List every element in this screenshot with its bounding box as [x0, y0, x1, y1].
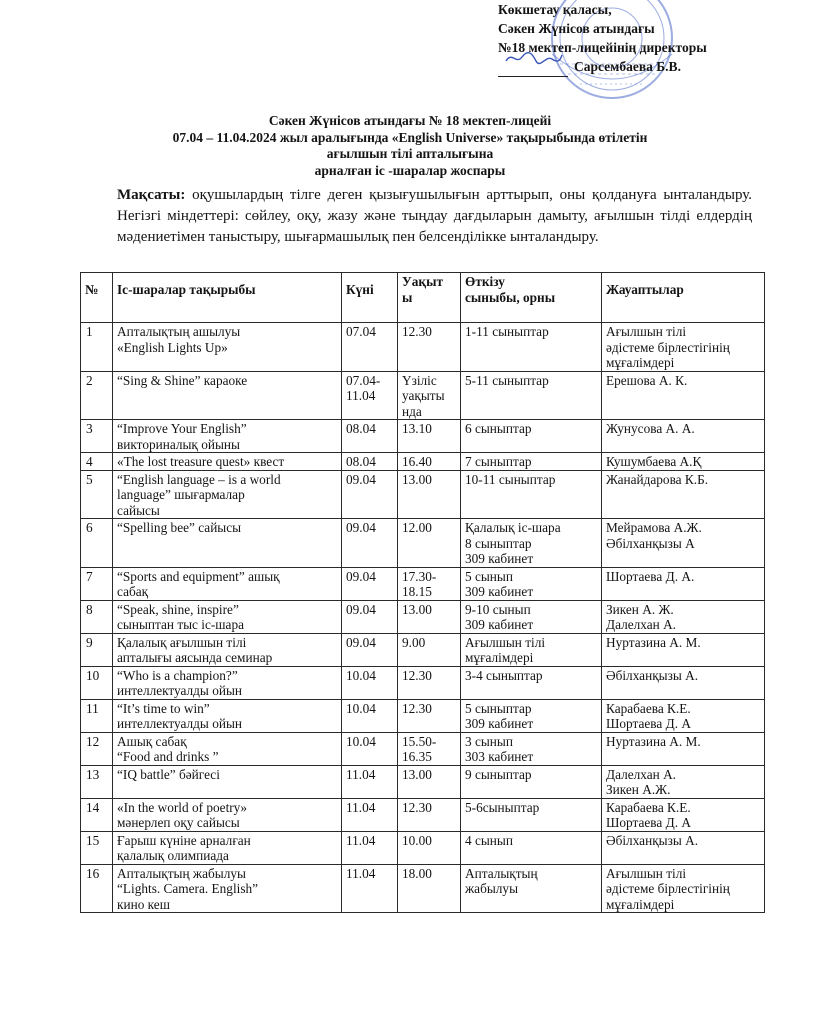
cell-time-line: 13.00	[402, 601, 432, 617]
cell-number: 7	[81, 567, 113, 600]
cell-responsible	[602, 567, 765, 600]
cell-topic	[113, 732, 342, 765]
cell-responsible-line: Шортаева Д. А.	[606, 568, 695, 584]
cell-number: 11	[81, 699, 113, 732]
cell-place-line: жабылуы	[465, 881, 519, 896]
cell-topic	[113, 420, 342, 453]
cell-date-line: 11.04	[346, 799, 376, 815]
cell-place	[461, 600, 602, 633]
cell-topic-line: «The lost treasure quest» квест	[117, 454, 285, 469]
cell-place-line: 9-10 сынып	[465, 601, 531, 617]
cell-responsible-line: Далелхан А.	[606, 766, 677, 782]
cell-time	[398, 371, 461, 420]
header-time-line: ы	[402, 289, 413, 305]
cell-time-line: 13.00	[402, 766, 432, 782]
cell-time	[398, 453, 461, 471]
cell-time-line: 12.30	[402, 324, 432, 339]
cell-responsible	[602, 470, 765, 519]
cell-responsible-line: мұғалімдері	[606, 355, 675, 370]
cell-date-line: 11.04	[346, 865, 376, 881]
cell-place	[461, 798, 602, 831]
cell-place	[461, 666, 602, 699]
cell-place-line: 303 кабинет	[465, 749, 534, 764]
cell-topic-line: “It’s time to win”	[117, 700, 210, 716]
title-line: 07.04 – 11.04.2024 жыл аралығында «English Universe» тақырыбында өтілетін	[172, 129, 648, 145]
cell-topic	[113, 864, 342, 913]
cell-place-line: 5 сыныптар	[465, 700, 532, 716]
goal-text: оқушылардың тілге деген қызығушылығын арттырып, оны қолдануға ынталандыру. Негізгі міндеттері: сөйлеу, оқу, жазу және тыңдау дағдыларын дамыту, ағылшын тілді елдердің мәдениетімен таныстыру, шығармашылық пен белсенділікке ынталандыру.	[117, 187, 752, 245]
cell-topic-line: “Spelling bee” сайысы	[117, 520, 242, 535]
cell-responsible-line: Әбілханқызы А.	[606, 667, 699, 683]
cell-time	[398, 600, 461, 633]
cell-place	[461, 371, 602, 420]
cell-responsible	[602, 600, 765, 633]
cell-time	[398, 831, 461, 864]
cell-place	[461, 831, 602, 864]
events-table	[80, 272, 765, 913]
cell-time-line: 13.10	[402, 421, 432, 436]
table-body	[81, 323, 765, 913]
cell-place	[461, 633, 602, 666]
cell-responsible	[602, 732, 765, 765]
approval-line: №18 мектеп-лицейінің директоры	[498, 40, 707, 55]
cell-topic-line: «English Lights Up»	[117, 339, 228, 355]
cell-date-line: 10.04	[346, 667, 376, 683]
cell-place-line: 3-4 сыныптар	[465, 667, 543, 683]
cell-time	[398, 765, 461, 798]
cell-topic	[113, 765, 342, 798]
table-row	[81, 699, 765, 732]
cell-responsible-line: Ағылшын тілі	[606, 865, 687, 881]
cell-topic-line: Апталықтың жабылуы	[117, 865, 246, 881]
cell-number: 1	[81, 323, 113, 372]
cell-topic-line: қалалық олимпиада	[117, 848, 229, 863]
cell-responsible-line: Кушумбаева А.Қ	[606, 454, 702, 469]
cell-responsible	[602, 453, 765, 471]
cell-time	[398, 633, 461, 666]
cell-place-line: 4 сынып	[465, 832, 513, 848]
cell-time	[398, 666, 461, 699]
cell-date	[342, 699, 398, 732]
cell-time-line: 16.35	[402, 749, 432, 764]
goal-label: Мақсаты:	[117, 187, 186, 203]
cell-date-line: 11.04	[346, 766, 376, 782]
cell-topic-line: мәнерлеп оқу сайысы	[117, 815, 240, 830]
cell-topic	[113, 600, 342, 633]
cell-time-line: 16.40	[402, 454, 432, 469]
cell-time-line: 12.30	[402, 667, 432, 683]
cell-date	[342, 864, 398, 913]
cell-time	[398, 420, 461, 453]
title-line: Сәкен Жүнісов атындағы № 18 мектеп-лицейі	[268, 113, 552, 128]
cell-responsible	[602, 519, 765, 568]
table-row	[81, 666, 765, 699]
cell-responsible-line: Мейрамова А.Ж.	[606, 520, 702, 535]
cell-topic-line: Қалалық ағылшын тілі	[117, 634, 247, 650]
cell-place-line: 309 кабинет	[465, 617, 534, 632]
cell-date	[342, 470, 398, 519]
table-row	[81, 567, 765, 600]
cell-place	[461, 864, 602, 913]
table-row	[81, 323, 765, 372]
cell-responsible	[602, 420, 765, 453]
cell-date	[342, 323, 398, 372]
header-time	[398, 273, 461, 323]
cell-topic-line: “IQ battle” бәйгесі	[117, 766, 220, 782]
cell-responsible-line: Жанайдарова К.Б.	[606, 471, 709, 487]
cell-date	[342, 732, 398, 765]
cell-time-line: Үзіліс	[402, 372, 437, 388]
cell-place-line: 5-6сыныптар	[465, 799, 540, 815]
cell-topic-line: Апталықтың ашылуы	[117, 324, 241, 339]
cell-time-line: 12.00	[402, 520, 432, 535]
cell-time-line: 12.30	[402, 799, 432, 815]
goal-paragraph	[117, 185, 752, 248]
cell-place	[461, 732, 602, 765]
document-title	[60, 113, 760, 179]
cell-responsible-line: Карабаева К.Е.	[606, 799, 691, 815]
header-responsible: Жауаптылар	[602, 273, 765, 323]
table-row	[81, 633, 765, 666]
cell-responsible-line: Нуртазина А. М.	[606, 634, 701, 650]
cell-number: 12	[81, 732, 113, 765]
cell-responsible	[602, 864, 765, 913]
cell-topic-line: language” шығармалар	[117, 487, 245, 502]
cell-place	[461, 453, 602, 471]
cell-topic	[113, 699, 342, 732]
cell-number: 6	[81, 519, 113, 568]
cell-number: 3	[81, 420, 113, 453]
cell-number: 2	[81, 371, 113, 420]
table-row	[81, 732, 765, 765]
signature-line	[498, 57, 568, 77]
header-number: №	[81, 273, 113, 323]
cell-place-line: 5 сынып	[465, 568, 513, 584]
title-line: ағылшын тілі апталығына	[326, 146, 494, 161]
table-row	[81, 420, 765, 453]
handwritten-signature	[504, 49, 564, 67]
cell-responsible-line: Шортаева Д. А	[606, 716, 691, 731]
cell-date	[342, 453, 398, 471]
cell-responsible-line: Далелхан А.	[606, 617, 677, 632]
table-row	[81, 831, 765, 864]
cell-topic	[113, 371, 342, 420]
cell-topic	[113, 453, 342, 471]
cell-topic-line: апталығы аясында семинар	[117, 650, 273, 665]
cell-number: 5	[81, 470, 113, 519]
cell-responsible-line: әдістеме бірлестігінің	[606, 881, 730, 896]
cell-number: 15	[81, 831, 113, 864]
cell-date-line: 09.04	[346, 471, 376, 487]
cell-place-line: 6 сыныптар	[465, 421, 532, 436]
cell-topic	[113, 519, 342, 568]
cell-place-line: Ағылшын тілі	[465, 634, 546, 650]
cell-date	[342, 666, 398, 699]
cell-time-line: нда	[402, 403, 422, 419]
cell-topic-line: интеллектуалды ойын	[117, 716, 243, 731]
cell-place-line: 9 сыныптар	[465, 766, 532, 782]
cell-date	[342, 600, 398, 633]
cell-time-line: 15.50-	[402, 733, 437, 749]
cell-place-line: 7 сыныптар	[465, 454, 532, 469]
cell-number: 14	[81, 798, 113, 831]
approval-line: Сәкен Жүнісов атындағы	[498, 21, 655, 36]
table-row	[81, 765, 765, 798]
cell-topic	[113, 470, 342, 519]
cell-number: 4	[81, 453, 113, 471]
cell-topic	[113, 633, 342, 666]
cell-topic-line: “Who is a champion?”	[117, 667, 238, 683]
cell-number: 9	[81, 633, 113, 666]
cell-place-line: мұғалімдері	[465, 650, 534, 665]
cell-date-line: 10.04	[346, 700, 376, 716]
cell-date-line: 09.04	[346, 568, 376, 584]
cell-date-line: 07.04	[346, 324, 376, 339]
cell-place	[461, 699, 602, 732]
cell-date	[342, 765, 398, 798]
header-date: Күні	[342, 273, 398, 323]
header-time-line: Уақыт	[402, 274, 443, 289]
cell-responsible	[602, 699, 765, 732]
cell-responsible-line: Зикен А.Ж.	[606, 782, 671, 797]
cell-number: 16	[81, 864, 113, 913]
cell-topic-line: Ғарыш күніне арналған	[117, 832, 251, 848]
cell-place-line: 3 сынып	[465, 733, 513, 749]
table-row	[81, 798, 765, 831]
cell-place-line: 10-11 сыныптар	[465, 471, 556, 487]
cell-responsible-line: Нуртазина А. М.	[606, 733, 701, 749]
cell-time-line: 18.00	[402, 865, 432, 881]
cell-topic-line: “Sing & Shine” караоке	[117, 372, 248, 388]
cell-place	[461, 519, 602, 568]
cell-time	[398, 699, 461, 732]
table-header-row	[81, 273, 765, 323]
cell-number: 8	[81, 600, 113, 633]
cell-date-line: 09.04	[346, 520, 376, 535]
cell-date	[342, 831, 398, 864]
cell-date-line: 11.04	[346, 832, 376, 848]
cell-date	[342, 420, 398, 453]
cell-topic-line: Ашық сабақ	[117, 733, 187, 749]
cell-place-line: 8 сыныптар	[465, 535, 532, 551]
cell-place	[461, 765, 602, 798]
cell-topic-line: “Lights. Camera. English”	[117, 881, 259, 896]
table-row	[81, 864, 765, 913]
cell-date	[342, 371, 398, 420]
cell-topic-line: кино кеш	[117, 896, 170, 912]
cell-responsible-line: әдістеме бірлестігінің	[606, 339, 730, 355]
cell-place	[461, 470, 602, 519]
cell-responsible	[602, 666, 765, 699]
table-row	[81, 600, 765, 633]
cell-place-line: 309 кабинет	[465, 551, 534, 566]
cell-place	[461, 567, 602, 600]
cell-responsible	[602, 371, 765, 420]
cell-place-line: 1-11 сыныптар	[465, 324, 549, 339]
cell-time	[398, 798, 461, 831]
cell-responsible-line: Зикен А. Ж.	[606, 601, 674, 617]
cell-time	[398, 732, 461, 765]
cell-place	[461, 323, 602, 372]
cell-place-line: Қалалық іс-шара	[465, 520, 561, 535]
cell-responsible	[602, 323, 765, 372]
cell-place-line: 309 кабинет	[465, 716, 534, 731]
cell-responsible	[602, 765, 765, 798]
cell-responsible-line: Карабаева К.Е.	[606, 700, 691, 716]
cell-time-line: 10.00	[402, 832, 432, 848]
cell-responsible-line: Әбілханқызы А	[606, 535, 695, 551]
cell-date-line: 09.04	[346, 601, 376, 617]
cell-topic-line: викториналық ойыны	[117, 436, 240, 452]
cell-time	[398, 567, 461, 600]
cell-topic	[113, 666, 342, 699]
cell-date	[342, 798, 398, 831]
cell-time-line: 13.00	[402, 471, 432, 487]
cell-topic	[113, 323, 342, 372]
cell-topic	[113, 831, 342, 864]
cell-number: 13	[81, 765, 113, 798]
title-line: арналған іс -шаралар жоспары	[314, 162, 506, 178]
approval-line: Көкшетау қаласы,	[498, 2, 612, 17]
table-row	[81, 453, 765, 471]
cell-responsible-line: Жунусова А. А.	[606, 421, 695, 436]
cell-responsible-line: Шортаева Д. А	[606, 815, 691, 830]
cell-responsible-line: мұғалімдері	[606, 896, 675, 912]
cell-date-line: 11.04	[346, 388, 376, 403]
cell-topic-line: “English language – is a world	[117, 471, 281, 487]
cell-date	[342, 633, 398, 666]
cell-responsible-line: Ерешова А. К.	[606, 372, 688, 388]
cell-date	[342, 567, 398, 600]
table-row	[81, 519, 765, 568]
cell-time-line: 18.15	[402, 584, 432, 599]
cell-place-line: Апталықтың	[465, 865, 538, 881]
cell-date-line: 08.04	[346, 421, 376, 436]
cell-time	[398, 864, 461, 913]
cell-topic-line: “Food and drinks ”	[117, 749, 219, 764]
header-place-line: Өткізу	[465, 274, 505, 289]
cell-number: 10	[81, 666, 113, 699]
cell-date-line: 10.04	[346, 733, 376, 749]
cell-responsible	[602, 798, 765, 831]
header-place-line: сыныбы, орны	[465, 289, 556, 305]
approval-block	[498, 0, 808, 77]
cell-topic-line: сыныптан тыс іс-шара	[117, 617, 245, 632]
header-place	[461, 273, 602, 323]
table-row	[81, 470, 765, 519]
cell-topic-line: “Improve Your English”	[117, 421, 247, 436]
cell-responsible	[602, 831, 765, 864]
header-topic: Іс-шаралар тақырыбы	[113, 273, 342, 323]
cell-date	[342, 519, 398, 568]
cell-time-line: 9.00	[402, 634, 426, 650]
table-row	[81, 371, 765, 420]
cell-date-line: 08.04	[346, 454, 376, 469]
director-name: Сарсембаева Б.В.	[574, 59, 681, 74]
cell-responsible-line: Әбілханқызы А.	[606, 832, 699, 848]
cell-topic-line: «In the world of poetry»	[117, 799, 247, 815]
cell-time-line: уақыты	[402, 388, 445, 403]
cell-topic-line: “Sports and equipment” ашық	[117, 568, 280, 584]
approval-signature-row	[498, 57, 808, 77]
cell-time	[398, 470, 461, 519]
cell-time	[398, 519, 461, 568]
cell-place-line: 309 кабинет	[465, 584, 534, 599]
cell-responsible-line: Ағылшын тілі	[606, 324, 687, 339]
cell-topic	[113, 567, 342, 600]
cell-topic-line: интеллектуалды ойын	[117, 683, 243, 698]
cell-date-line: 09.04	[346, 634, 376, 650]
cell-time-line: 17.30-	[402, 568, 437, 584]
cell-responsible	[602, 633, 765, 666]
cell-topic-line: сабақ	[117, 584, 149, 599]
cell-place-line: 5-11 сыныптар	[465, 372, 549, 388]
cell-topic	[113, 798, 342, 831]
cell-place	[461, 420, 602, 453]
cell-topic-line: “Speak, shine, inspire”	[117, 601, 239, 617]
cell-time	[398, 323, 461, 372]
cell-time-line: 12.30	[402, 700, 432, 716]
cell-date-line: 07.04-	[346, 372, 381, 388]
cell-topic-line: сайысы	[117, 502, 160, 518]
